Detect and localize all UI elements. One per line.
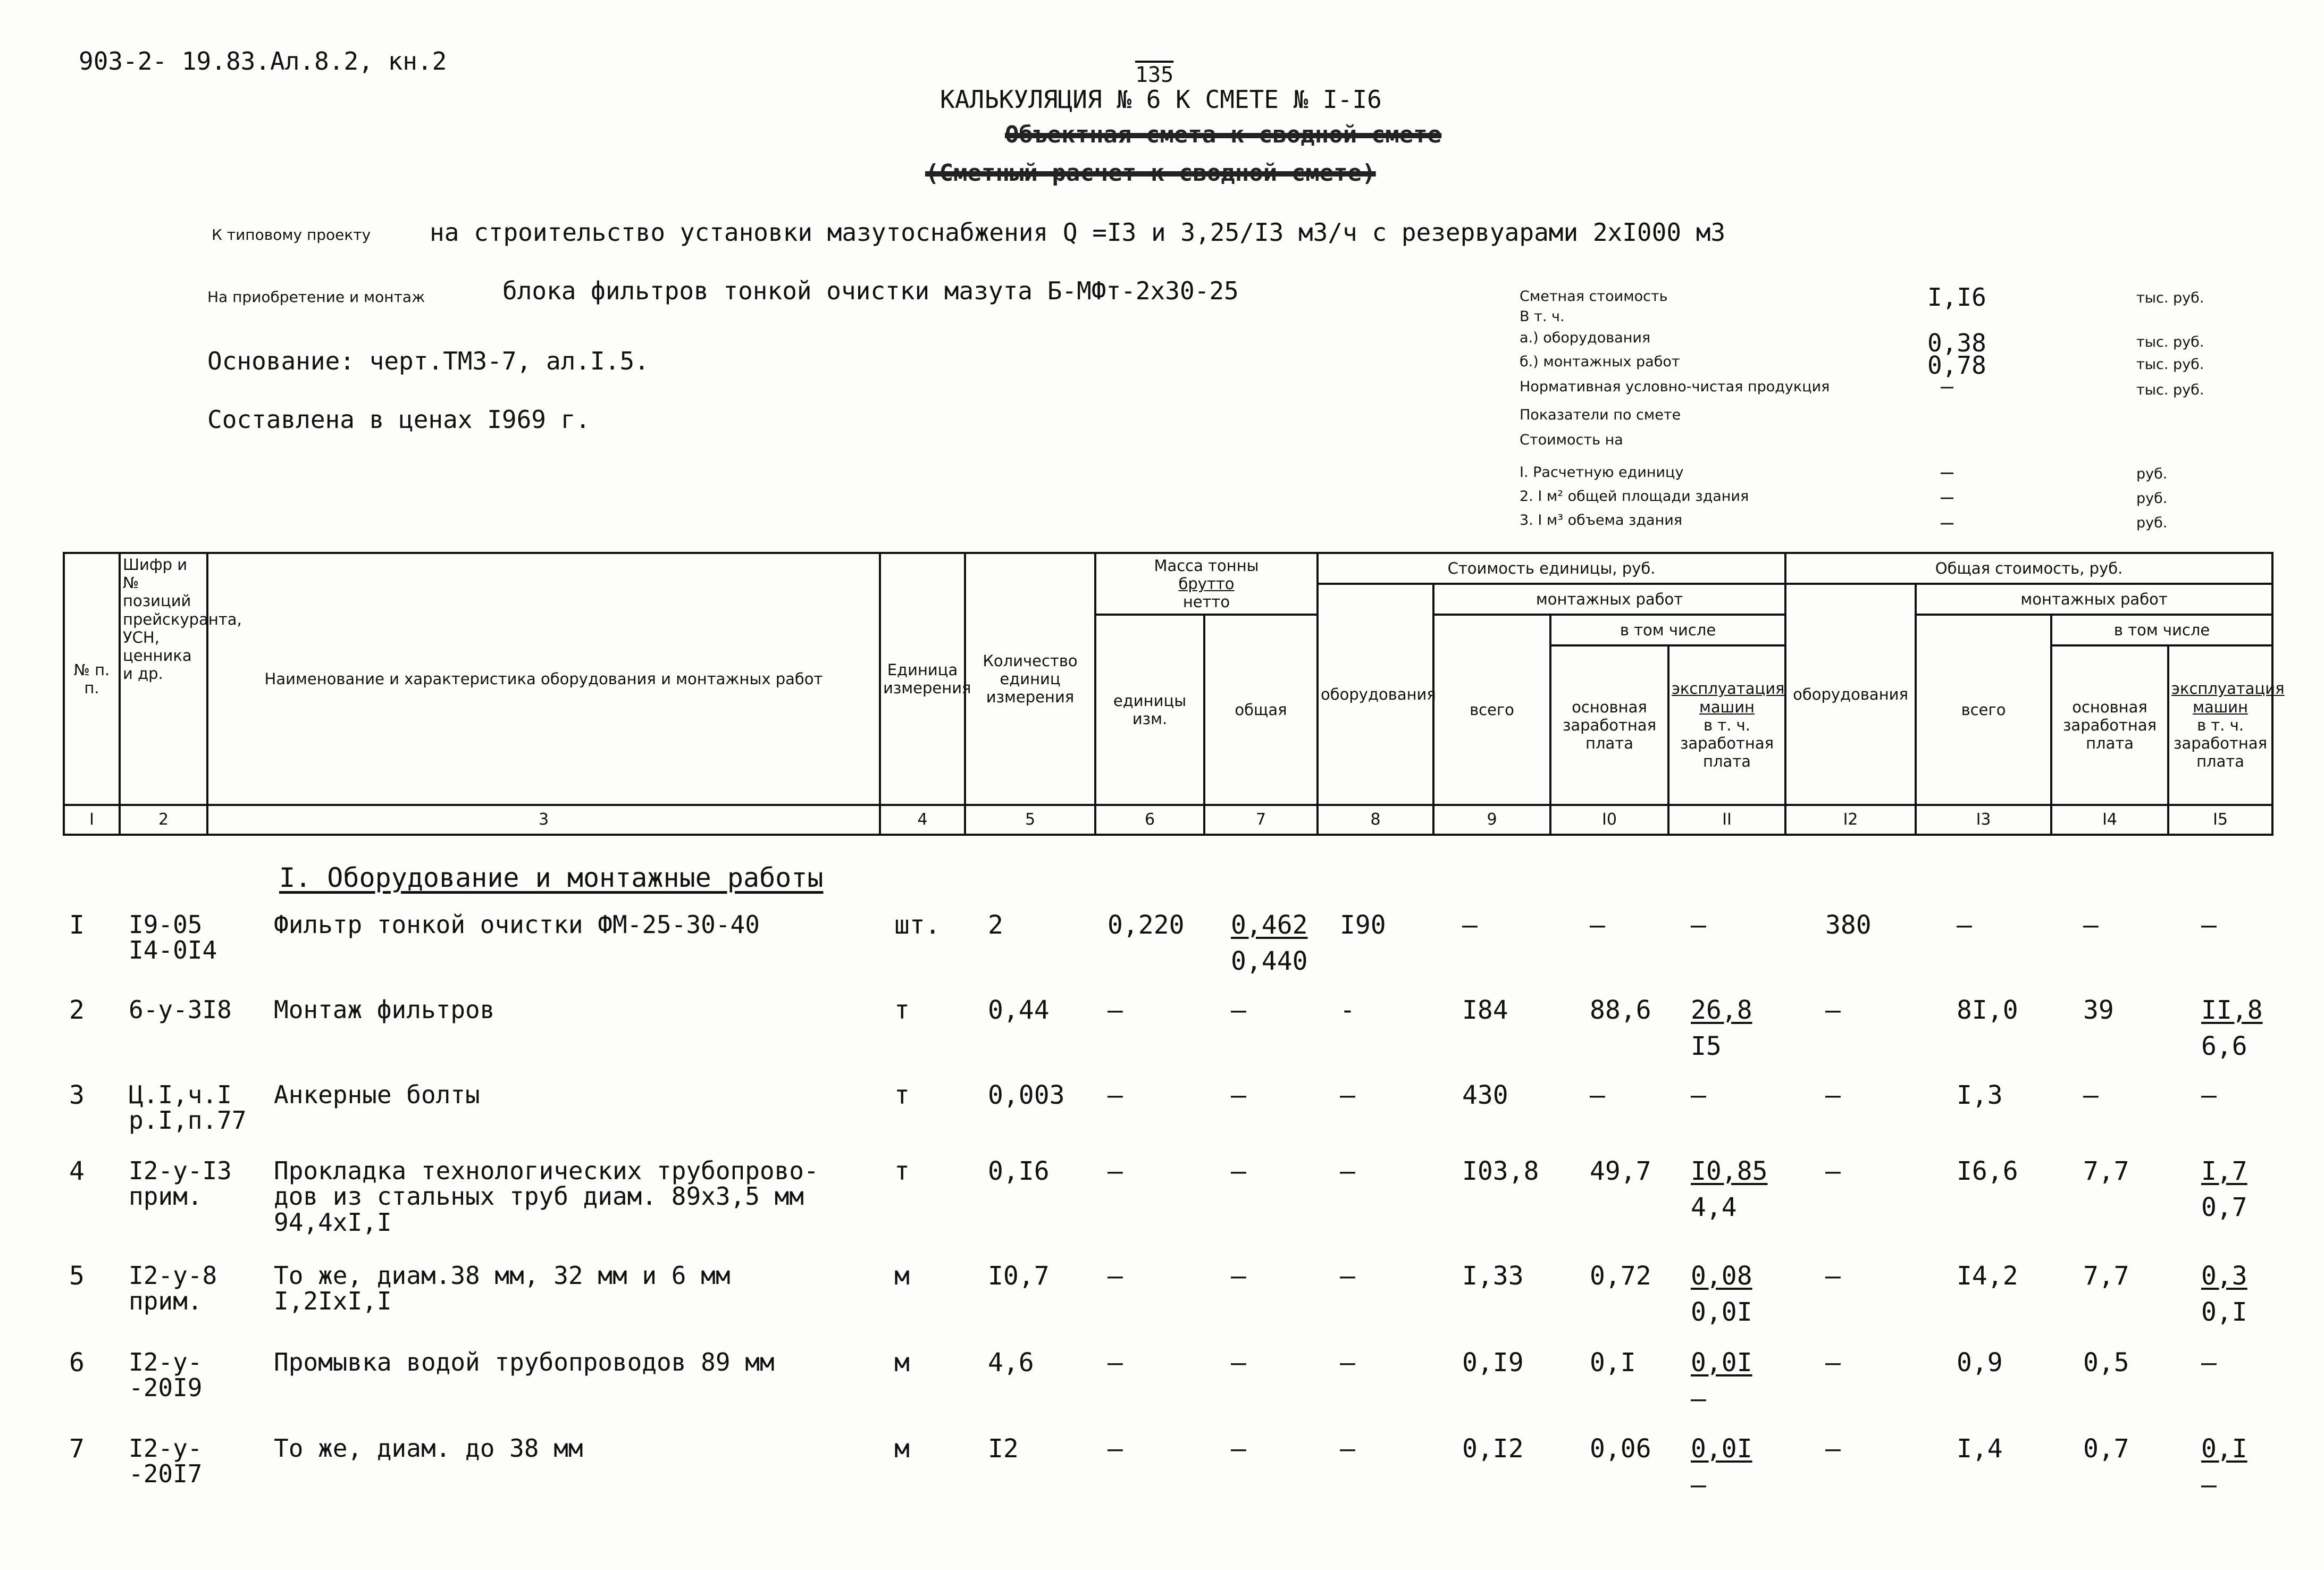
summary-label: а.) оборудования	[1520, 330, 1651, 346]
cell-c10: –	[1590, 910, 1605, 940]
summary-label: Показатели по смете	[1520, 407, 1681, 423]
col-number: 9	[1433, 805, 1550, 835]
col-header-equipment: оборудования	[1318, 584, 1433, 805]
col-number: 3	[207, 805, 880, 835]
cell-c9: 430	[1462, 1080, 1508, 1110]
page-number: 135	[1135, 63, 1174, 87]
page-title: КАЛЬКУЛЯЦИЯ № 6 К СМЕТЕ № I-I6	[940, 85, 1382, 114]
summary-value: 0,38	[1927, 329, 1986, 357]
cell-c11b: I5	[1691, 1031, 1722, 1061]
cell-unit: т	[894, 1156, 910, 1186]
col-header-code: Шифр и № позиций прейскуранта, УСН, ценника и др.	[120, 553, 207, 805]
summary-unit: тыс. руб.	[2136, 290, 2204, 306]
cell-m1: –	[1108, 1080, 1123, 1110]
summary-value: –	[1941, 485, 1954, 509]
cell-n: 2	[69, 995, 85, 1025]
cell-c15: 0,I	[2201, 1434, 2247, 1464]
col-header-quantity: Количество единиц измерения	[965, 553, 1095, 805]
col-number: 7	[1204, 805, 1318, 835]
mass-brutto-label: брутто	[1178, 574, 1235, 593]
cell-c15: –	[2201, 1080, 2217, 1110]
col-number: I5	[2168, 805, 2272, 835]
col-header-number: № п. п.	[64, 553, 120, 805]
cell-c10: 88,6	[1590, 995, 1651, 1025]
cell-c10: 0,06	[1590, 1434, 1651, 1464]
cell-c14: –	[2083, 1080, 2099, 1110]
cell-c9: 0,I2	[1462, 1434, 1524, 1464]
cell-m1: –	[1108, 995, 1123, 1025]
cell-unit: м	[894, 1434, 910, 1464]
col-number: 5	[965, 805, 1095, 835]
cell-code: I2-у-8 прим.	[129, 1261, 217, 1316]
cell-c11: 0,0I	[1691, 1348, 1752, 1378]
struck-subtitle-1: Объектная смета к сводной смете	[1005, 121, 1442, 148]
cell-c12: –	[1825, 1261, 1841, 1291]
struck-subtitle-2: (Сметный расчет к сводной смете)	[925, 159, 1376, 187]
cell-m2: –	[1231, 1434, 1246, 1464]
col-header-mounting: монтажных работ	[1433, 584, 1785, 615]
summary-value: I,I6	[1927, 283, 1986, 312]
cell-c13: –	[1957, 910, 1972, 940]
cell-c13: I6,6	[1957, 1156, 2018, 1186]
cell-unit: м	[894, 1348, 910, 1378]
col-header-machines-total	[2168, 645, 2285, 805]
cell-c11: –	[1691, 910, 1706, 940]
cell-c10: 0,I	[1590, 1348, 1636, 1378]
col-header-machines	[1668, 645, 1785, 805]
summary-label: б.) монтажных работ	[1520, 354, 1680, 370]
cell-c8: –	[1340, 1156, 1355, 1186]
cell-c14: 7,7	[2083, 1156, 2129, 1186]
summary-value: –	[1941, 460, 1954, 484]
cell-c10: –	[1590, 1080, 1605, 1110]
purchase-value: блока фильтров тонкой очистки мазута Б-МФт-2х30-25	[502, 276, 1239, 305]
cell-unit: т	[894, 995, 910, 1025]
col-number: 8	[1318, 805, 1433, 835]
col-header-all: всего	[1433, 615, 1550, 805]
col-number: I0	[1550, 805, 1668, 835]
cell-c8: –	[1340, 1434, 1355, 1464]
col-number: 2	[120, 805, 207, 835]
cell-name: Прокладка технологических трубопрово- дов из стальных труб диам. 89х3,5 мм 94,4хI,I	[274, 1156, 819, 1237]
cell-unit: шт.	[894, 910, 941, 940]
cell-name: Фильтр тонкой очистки ФМ-25-30-40	[274, 910, 760, 939]
summary-value: –	[1941, 374, 1954, 399]
purchase-label: На приобретение и монтаж	[207, 288, 425, 306]
cell-c12: –	[1825, 1434, 1841, 1464]
cell-c9: I84	[1462, 995, 1508, 1025]
section-title	[279, 862, 824, 893]
machines-salary-total-label: в т. ч. заработная плата	[2174, 716, 2268, 771]
cell-c13: 0,9	[1957, 1348, 2003, 1378]
col-header-including-total: в том числе	[2051, 615, 2272, 645]
cell-m1: –	[1108, 1434, 1123, 1464]
cell-code: Ц.I,ч.I р.I,п.77	[129, 1080, 247, 1135]
col-header-salary-total: основная заработная плата	[2051, 645, 2168, 805]
cell-c11: –	[1691, 1080, 1706, 1110]
cell-c11b: 4,4	[1691, 1193, 1737, 1222]
cell-m2: –	[1231, 1348, 1246, 1378]
col-header-unit: Единица измерения	[880, 553, 965, 805]
cell-qty: 2	[988, 910, 1003, 940]
cell-c9: –	[1462, 910, 1478, 940]
cell-n: 6	[69, 1348, 85, 1378]
col-header-mounting-total: монтажных работ	[1916, 584, 2272, 615]
summary-unit: тыс. руб.	[2136, 382, 2204, 398]
cell-c14: –	[2083, 910, 2099, 940]
summary-value: –	[1941, 510, 1954, 535]
col-number: I3	[1916, 805, 2051, 835]
cell-m2: –	[1231, 995, 1246, 1025]
col-number: II	[1668, 805, 1785, 835]
cell-m2b: 0,440	[1231, 946, 1308, 976]
cell-c15: 0,3	[2201, 1261, 2247, 1291]
cell-qty: 0,I6	[988, 1156, 1050, 1186]
cell-n: 5	[69, 1261, 85, 1291]
cell-name: Анкерные болты	[274, 1080, 480, 1109]
estimate-table-header	[63, 552, 2285, 836]
cell-qty: 0,003	[988, 1080, 1065, 1110]
machines-label: эксплуатация машин	[1672, 679, 1785, 716]
summary-value: 0,78	[1927, 351, 1986, 380]
cell-c12: –	[1825, 1156, 1841, 1186]
cell-c8: I90	[1340, 910, 1386, 940]
cell-c11: 26,8	[1691, 995, 1752, 1025]
cell-code: I2-у- -20I7	[129, 1434, 203, 1489]
cell-c11: I0,85	[1691, 1156, 1768, 1186]
col-header-mass-unit: единицы изм.	[1095, 615, 1204, 805]
project-label: К типовому проекту	[212, 226, 371, 244]
cell-c11b: –	[1691, 1470, 1706, 1500]
summary-label: Сметная стоимость	[1520, 288, 1668, 305]
cell-c12: –	[1825, 995, 1841, 1025]
cell-c13: I,4	[1957, 1434, 2003, 1464]
cell-m2: –	[1231, 1156, 1246, 1186]
mass-netto-label: нетто	[1182, 593, 1230, 611]
cell-name: То же, диам. до 38 мм	[274, 1434, 583, 1463]
summary-label: В т. ч.	[1520, 308, 1565, 325]
cell-c11b: –	[1691, 1384, 1706, 1414]
cell-n: 7	[69, 1434, 85, 1464]
cell-m1: 0,220	[1108, 910, 1185, 940]
cell-n: I	[69, 910, 85, 940]
cell-m1: –	[1108, 1261, 1123, 1291]
project-value: на строительство установки мазутоснабжения Q =I3 и 3,25/I3 м3/ч с резервуарами 2xI000 м3	[430, 218, 1726, 247]
cell-name: Монтаж фильтров	[274, 995, 495, 1024]
cell-c13: 8I,0	[1957, 995, 2018, 1025]
col-header-salary: основная заработная плата	[1550, 645, 1668, 805]
cell-c10: 49,7	[1590, 1156, 1651, 1186]
col-number: I2	[1785, 805, 1916, 835]
cell-c15b: 0,I	[2201, 1297, 2247, 1327]
cell-c11: 0,08	[1691, 1261, 1752, 1291]
cell-code: I2-у- -20I9	[129, 1348, 203, 1403]
basis-text: Основание: черт.ТМ3-7, ал.I.5.	[207, 347, 649, 375]
cell-c9: I,33	[1462, 1261, 1524, 1291]
summary-unit: тыс. руб.	[2136, 334, 2204, 350]
col-header-name: Наименование и характеристика оборудования и монтажных работ	[207, 553, 880, 805]
cell-c14: 0,5	[2083, 1348, 2129, 1378]
machines-total-label: эксплуатация машин	[2171, 679, 2285, 716]
cell-c14: 39	[2083, 995, 2114, 1025]
cell-m1: –	[1108, 1156, 1123, 1186]
cell-n: 3	[69, 1080, 85, 1110]
cell-c8: –	[1340, 1348, 1355, 1378]
cell-c8: -	[1340, 995, 1355, 1025]
cell-qty: I0,7	[988, 1261, 1050, 1291]
cell-code: 6-у-3I8	[129, 995, 232, 1024]
cell-m2: 0,462	[1231, 910, 1308, 940]
cell-c8: –	[1340, 1261, 1355, 1291]
cell-c15b: –	[2201, 1470, 2217, 1500]
cell-c15: II,8	[2201, 995, 2263, 1025]
col-number: I4	[2051, 805, 2168, 835]
col-number: 6	[1095, 805, 1204, 835]
cell-unit: м	[894, 1261, 910, 1291]
prices-text: Составлена в ценах I969 г.	[207, 405, 591, 434]
summary-unit: руб.	[2136, 490, 2168, 507]
col-header-mass-total: общая	[1204, 615, 1318, 805]
cell-c13: I,3	[1957, 1080, 2003, 1110]
cell-c12: –	[1825, 1348, 1841, 1378]
col-header-total-cost: Общая стоимость, руб.	[1785, 553, 2272, 584]
cell-c14: 7,7	[2083, 1261, 2129, 1291]
col-header-mass	[1095, 553, 1318, 615]
cell-c11b: 0,0I	[1691, 1297, 1752, 1327]
cell-c9: I03,8	[1462, 1156, 1539, 1186]
cell-c15: I,7	[2201, 1156, 2247, 1186]
col-header-unit-cost: Стоимость единицы, руб.	[1318, 553, 1785, 584]
cell-m2: –	[1231, 1261, 1246, 1291]
col-number: I	[64, 805, 120, 835]
document-code: 903-2- 19.83.Ал.8.2, кн.2	[79, 47, 447, 75]
col-header-including: в том числе	[1550, 615, 1785, 645]
summary-label: 2. I м² общей площади здания	[1520, 488, 1749, 505]
summary-label: Нормативная условно-чистая продукция	[1520, 379, 1830, 395]
col-header-equipment-total: оборудования	[1785, 584, 1916, 805]
cell-m2: –	[1231, 1080, 1246, 1110]
cell-c15: –	[2201, 1348, 2217, 1378]
cell-code: I2-у-I3 прим.	[129, 1156, 232, 1211]
cell-name: Промывка водой трубопроводов 89 мм	[274, 1348, 775, 1376]
cell-name: То же, диам.38 мм, 32 мм и 6 мм I,2IхI,I	[274, 1261, 731, 1316]
cell-qty: 0,44	[988, 995, 1050, 1025]
cell-c15b: 6,6	[2201, 1031, 2247, 1061]
col-number: 4	[880, 805, 965, 835]
mass-group-label: Масса тонны	[1154, 556, 1259, 575]
cell-n: 4	[69, 1156, 85, 1186]
cell-c14: 0,7	[2083, 1434, 2129, 1464]
section-title-text: I. Оборудование и монтажные работы	[279, 862, 824, 893]
machines-salary-label: в т. ч. заработная плата	[1680, 716, 1774, 771]
cell-c12: –	[1825, 1080, 1841, 1110]
col-header-all-total: всего	[1916, 615, 2051, 805]
cell-qty: I2	[988, 1434, 1019, 1464]
summary-label: I. Расчетную единицу	[1520, 464, 1684, 481]
summary-unit: руб.	[2136, 515, 2168, 531]
cell-c12: 380	[1825, 910, 1872, 940]
cell-c15: –	[2201, 910, 2217, 940]
summary-unit: тыс. руб.	[2136, 356, 2204, 373]
summary-unit: руб.	[2136, 466, 2168, 482]
cell-c13: I4,2	[1957, 1261, 2018, 1291]
cell-c11: 0,0I	[1691, 1434, 1752, 1464]
cell-c8: –	[1340, 1080, 1355, 1110]
cell-qty: 4,6	[988, 1348, 1034, 1378]
summary-label: 3. I м³ объема здания	[1520, 512, 1683, 528]
cell-code: I9-05 I4-0I4	[129, 910, 217, 965]
cell-c10: 0,72	[1590, 1261, 1651, 1291]
summary-label: Стоимость на	[1520, 432, 1623, 448]
cell-c15b: 0,7	[2201, 1193, 2247, 1222]
cell-m1: –	[1108, 1348, 1123, 1378]
cell-unit: т	[894, 1080, 910, 1110]
cell-c9: 0,I9	[1462, 1348, 1524, 1378]
